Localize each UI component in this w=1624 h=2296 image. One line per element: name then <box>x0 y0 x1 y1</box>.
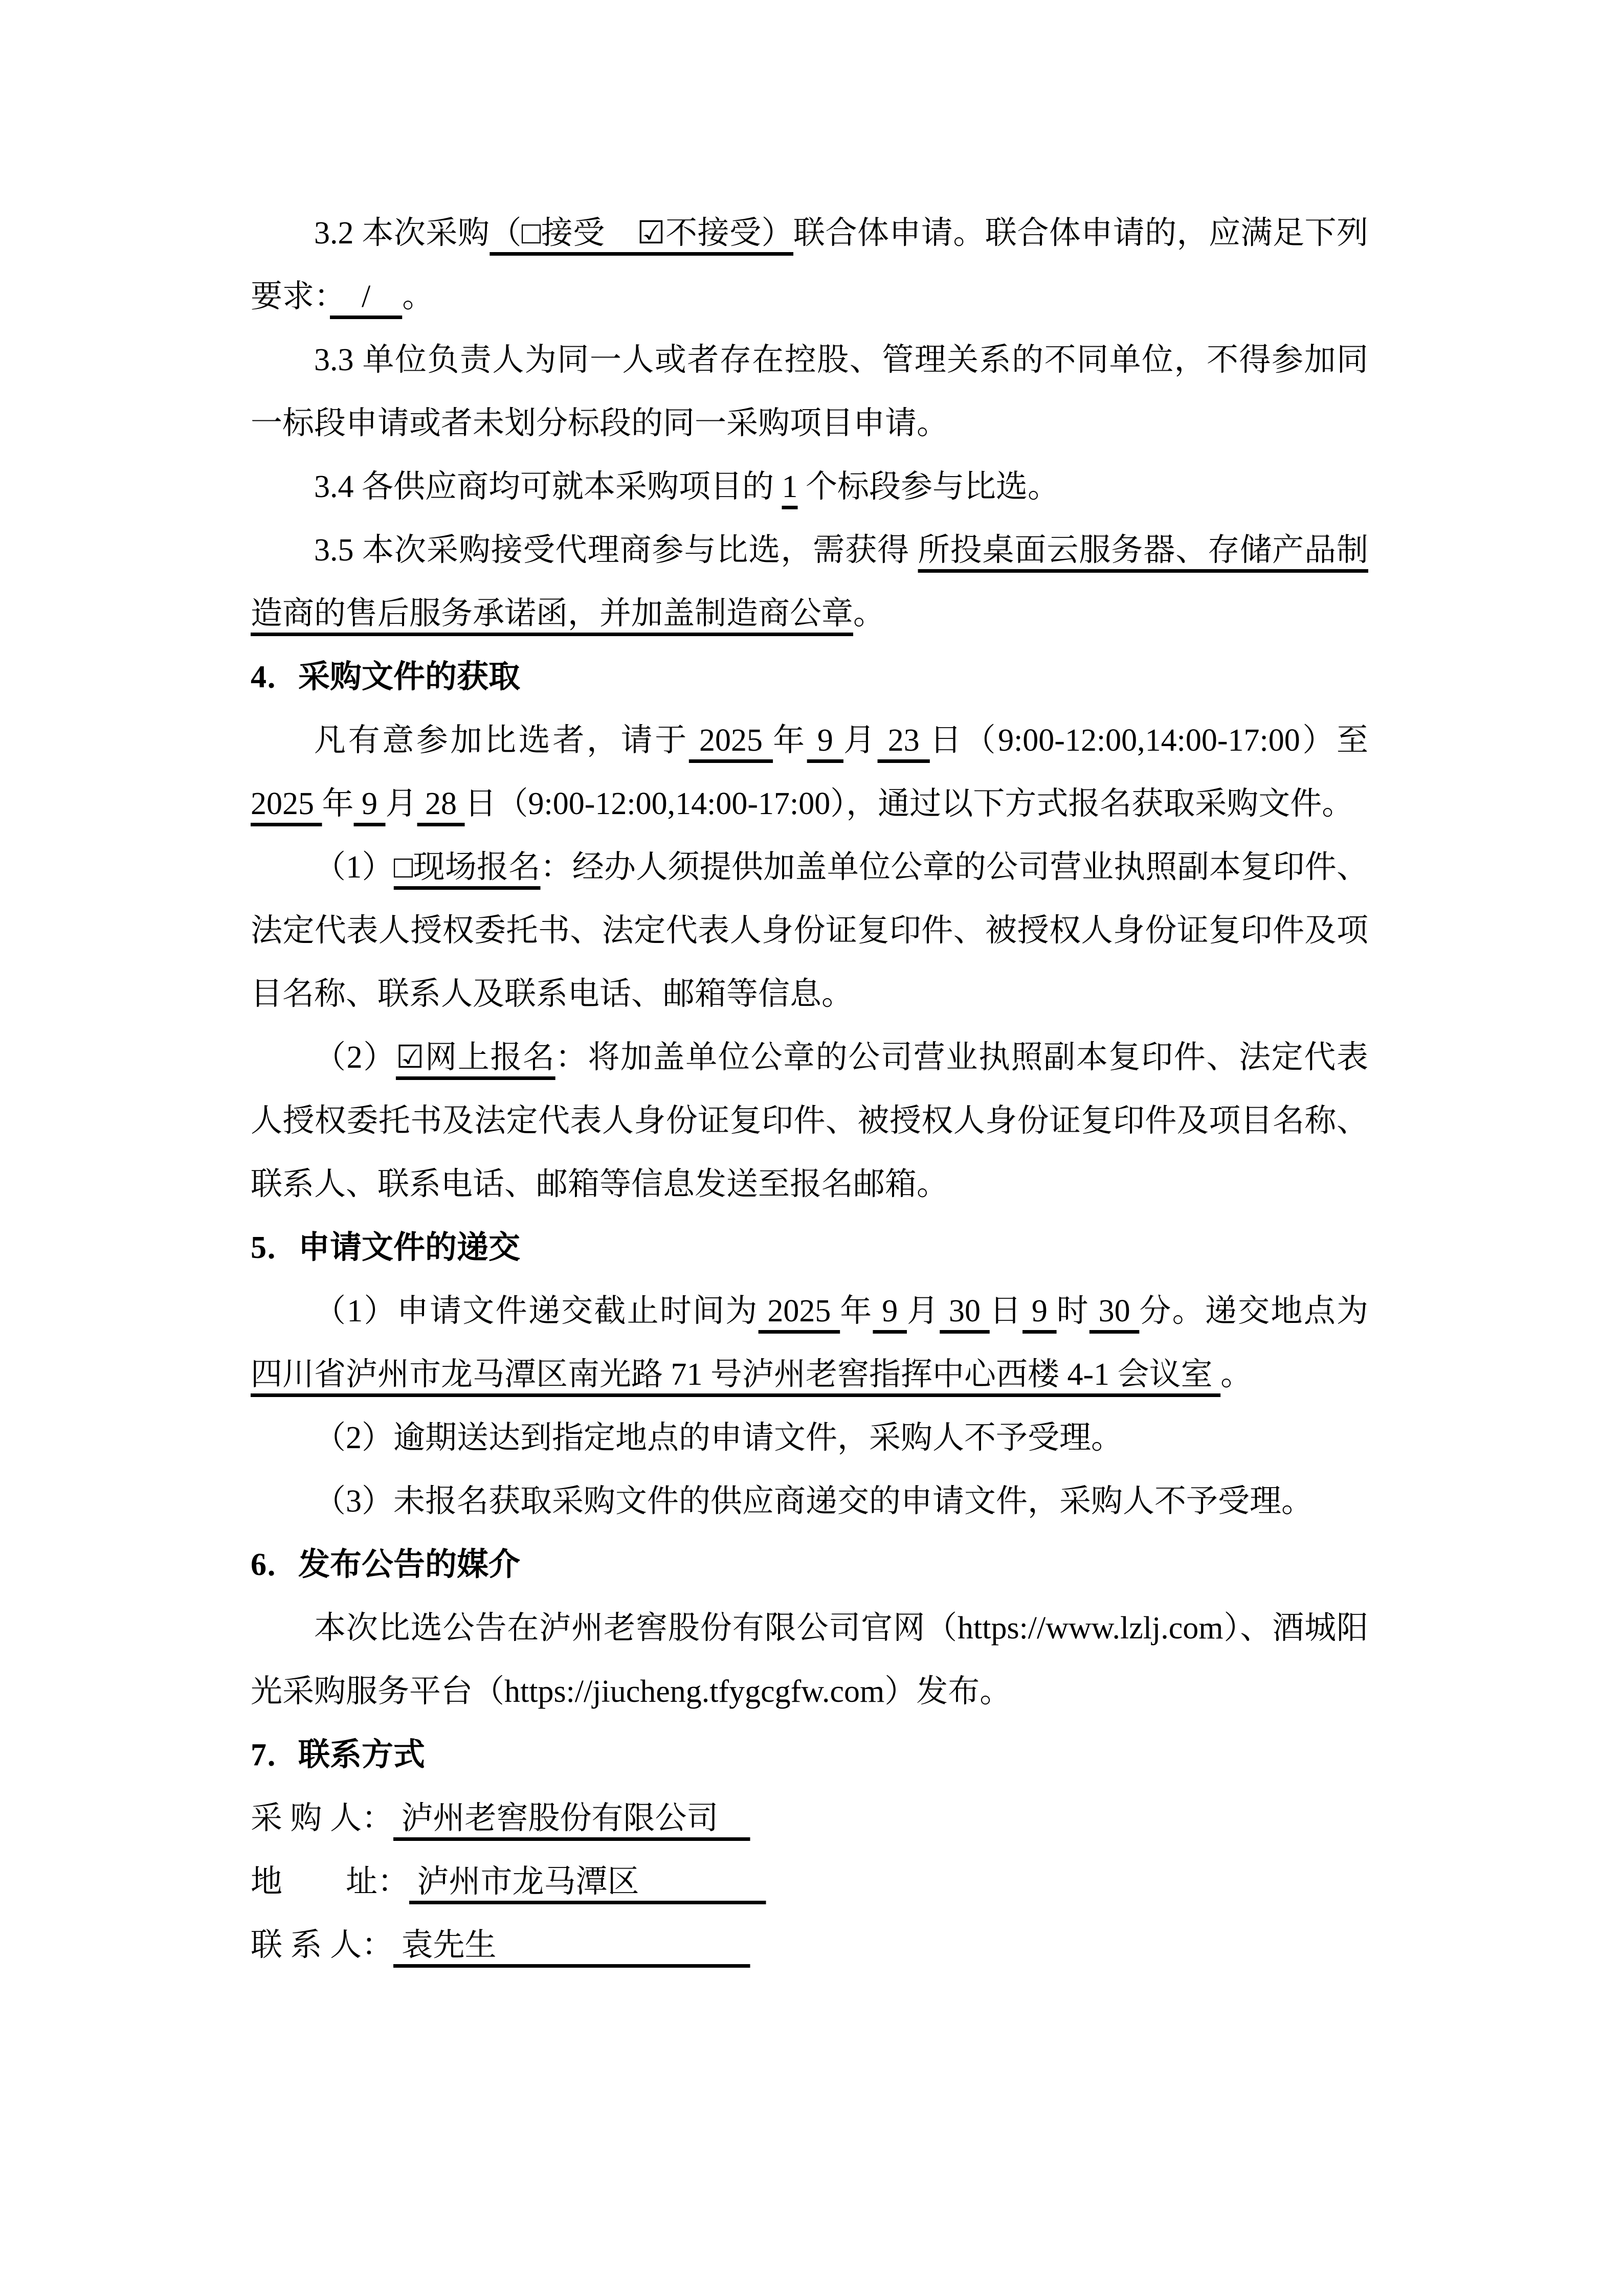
underlined-text-run: 袁先生 <box>393 1928 750 1963</box>
underlined-text-run: 9 <box>353 786 386 821</box>
clause-3-5 <box>251 519 1368 645</box>
text-run: 7．联系方式 <box>251 1738 426 1772</box>
underlined-text-run: 30 <box>940 1294 990 1329</box>
underlined-text-run: 泸州市龙马潭区 <box>409 1864 766 1899</box>
underlined-text-run: 9 <box>873 1294 907 1329</box>
underlined-text-run: 2025 <box>758 1294 840 1329</box>
underlined-text-run: ☑网上报名 <box>395 1040 555 1075</box>
underlined-text-run: 9 <box>807 723 843 758</box>
text-run: 凡有意参加比选者，请于 <box>314 723 689 758</box>
contact-person <box>251 1914 1368 1977</box>
text-run: 3.4 各供应商均可就本采购项目的 <box>314 469 782 504</box>
text-run: 。 <box>402 279 434 314</box>
para-6-media <box>251 1596 1368 1723</box>
text-run: 时 <box>1056 1294 1089 1329</box>
text-run: 年 <box>840 1294 873 1329</box>
underlined-text-run: 2025 <box>251 786 322 821</box>
text-run: 联合体申请。联合体申请的，应满足下列要求： <box>251 216 1368 314</box>
text-run: 4．采购文件的获取 <box>251 660 521 694</box>
text-run: ：经办人须提供加盖单位公章的公司营业执照副本复印件、法定代表人授权委托书、法定代表人身份证复印件、被授权人身份证复印件及项目名称、联系人及联系电话、邮箱等信息。 <box>251 850 1368 1011</box>
text-run: 月 <box>385 786 417 821</box>
underlined-text-run: 30 <box>1089 1294 1140 1329</box>
text-run: （1） <box>314 850 394 885</box>
text-run: （2）逾期送达到指定地点的申请文件，采购人不予受理。 <box>314 1421 1123 1455</box>
underlined-text-run: 所投桌面云服务器、存储产品制造商的售后服务承诺函，并加盖制造商公章 <box>251 533 1368 631</box>
text-run: 地 址： <box>251 1864 410 1899</box>
underlined-text-run: □现场报名 <box>393 850 541 885</box>
text-run: （1）申请文件递交截止时间为 <box>314 1294 759 1329</box>
text-run: 日（9:00-12:00,14:00-17:00）至 <box>929 723 1369 758</box>
clause-3-3 <box>251 328 1368 455</box>
text-run: 。 <box>1220 1357 1253 1392</box>
text-run: 3.2 本次采购 <box>314 216 490 251</box>
section-5-heading <box>251 1216 1368 1279</box>
text-run: 本次比选公告在泸州老窖股份有限公司官网（https://www.lzlj.com）、酒城阳光采购服务平台（https://jiucheng.tfygcgfw.com）发布。 <box>251 1611 1368 1709</box>
contact-purchaser <box>251 1787 1368 1850</box>
text-run: 日 <box>989 1294 1023 1329</box>
underlined-text-run: 2025 <box>688 723 773 758</box>
text-run: 分。递交地点为 <box>1139 1294 1368 1329</box>
underlined-text-run: 四川省泸州市龙马潭区南光路 71 号泸州老窖指挥中心西楼 4-1 会议室 <box>251 1357 1221 1392</box>
text-run: 日（9:00-12:00,14:00-17:00），通过以下方式报名获取采购文件。 <box>464 786 1354 821</box>
text-run: 3.5 本次采购接受代理商参与比选，需获得 <box>314 533 918 568</box>
text-run: 。 <box>853 596 885 631</box>
text-run: ：将加盖单位公章的公司营业执照副本复印件、法定代表人授权委托书及法定代表人身份证复印件、被授权人身份证复印件及项目名称、联系人、联系电话、邮箱等信息发送至报名邮箱。 <box>251 1040 1368 1202</box>
para-4-online-signup <box>251 1026 1368 1216</box>
clause-3-2 <box>251 201 1368 328</box>
para-5-deadline <box>251 1279 1368 1406</box>
text-run: （3）未报名获取采购文件的供应商递交的申请文件，采购人不予受理。 <box>314 1484 1314 1519</box>
para-5-overdue <box>251 1406 1368 1470</box>
section-7-heading <box>251 1723 1368 1787</box>
text-run: 年 <box>773 723 807 758</box>
text-run: 个标段参与比选。 <box>797 469 1060 504</box>
underlined-text-run: （□接受 ☑不接受） <box>490 216 794 251</box>
text-run: 6．发布公告的媒介 <box>251 1547 521 1582</box>
para-4-notice <box>251 709 1368 836</box>
underlined-text-run: / <box>330 279 403 314</box>
underlined-text-run: 泸州老窖股份有限公司 <box>393 1801 750 1836</box>
section-4-heading <box>251 645 1368 709</box>
contact-address <box>251 1850 1368 1914</box>
underlined-text-run: 23 <box>877 723 930 758</box>
text-run: 月 <box>843 723 878 758</box>
section-6-heading <box>251 1533 1368 1596</box>
clause-3-4 <box>251 455 1368 519</box>
underlined-text-run: 9 <box>1022 1294 1057 1329</box>
underlined-text-run: 1 <box>782 469 798 504</box>
document-content <box>251 201 1368 1977</box>
text-run: 3.3 单位负责人为同一人或者存在控股、管理关系的不同单位，不得参加同一标段申请或者未划分标段的同一采购项目申请。 <box>251 343 1368 441</box>
text-run: 采 购 人： <box>251 1801 394 1836</box>
text-run: （2） <box>314 1040 396 1075</box>
text-run: 5．申请文件的递交 <box>251 1230 521 1265</box>
underlined-text-run: 28 <box>417 786 465 821</box>
text-run: 联 系 人： <box>251 1928 394 1963</box>
text-run: 年 <box>322 786 354 821</box>
para-5-unregistered <box>251 1470 1368 1533</box>
para-4-onsite-signup <box>251 836 1368 1026</box>
text-run: 月 <box>907 1294 940 1329</box>
